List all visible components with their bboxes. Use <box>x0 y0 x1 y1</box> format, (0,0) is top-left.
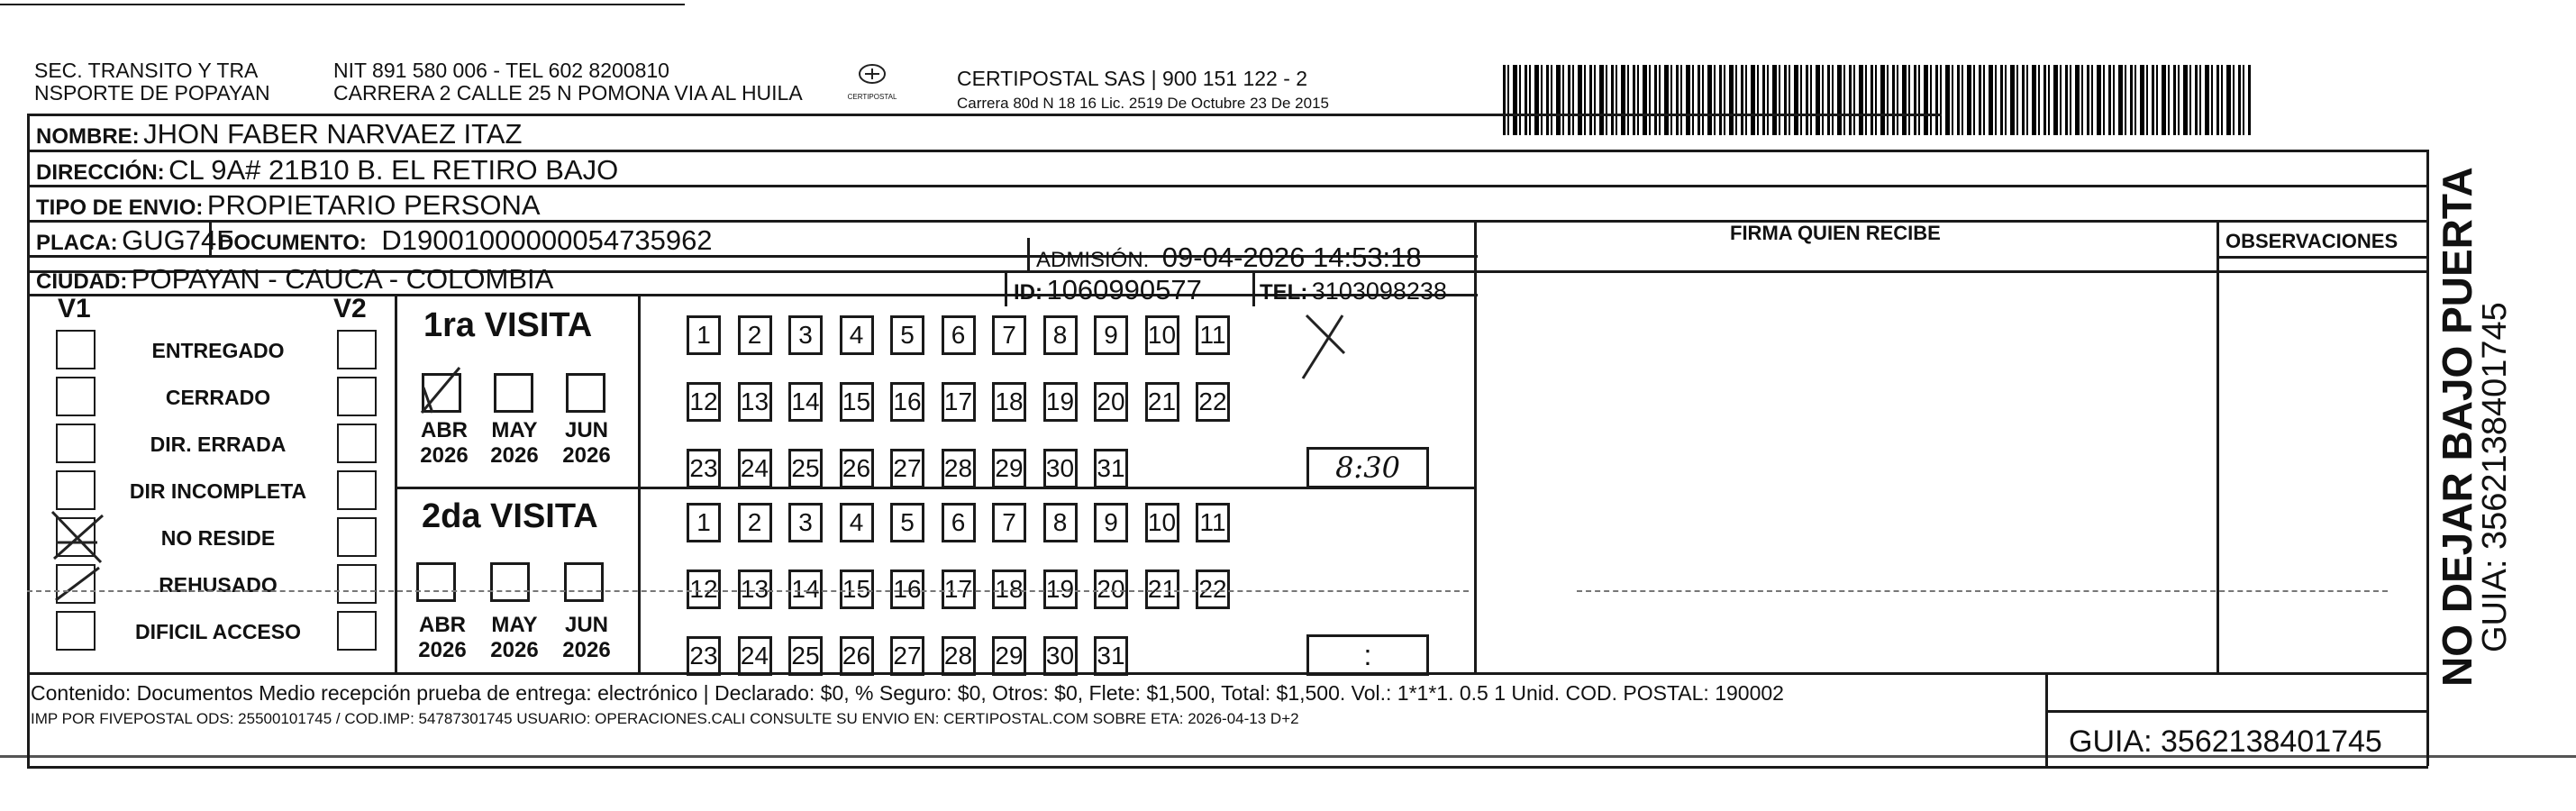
visit2-day-8[interactable]: 8 <box>1043 503 1078 542</box>
visit1-day-25[interactable]: 25 <box>788 449 823 488</box>
company-block <box>957 67 1329 113</box>
visit1-day-3[interactable]: 3 <box>788 315 823 355</box>
visit1-title: 1ra VISITA <box>423 306 593 344</box>
admission-divider <box>1027 238 1030 273</box>
sender-block <box>34 59 270 105</box>
visit1-day-5[interactable]: 5 <box>890 315 924 355</box>
row-line-8 <box>27 672 2428 675</box>
v1-label: V1 <box>58 294 91 323</box>
city-label: CIUDAD: <box>36 269 128 294</box>
visit2-day-14[interactable]: 14 <box>788 570 823 609</box>
visit2-day-18[interactable]: 18 <box>992 570 1026 609</box>
content-line: Contenido: Documentos Medio recepción prueba de entrega: electrónico | Declarado: $0, % Seguro: $0, Otros: $0, Flete: $1,500, Total: $1,500. Vol.: 1*1*1. 0.5 1 Unid. COD. POSTAL: 190002 <box>31 681 1784 705</box>
v1-check-dir-incompleta[interactable] <box>56 470 96 510</box>
admission-value: 09-04-2026 14:53:18 <box>1161 241 1422 273</box>
v2-check-dir-incompleta[interactable] <box>337 470 377 510</box>
visit1-day-6[interactable]: 6 <box>942 315 976 355</box>
reason-entregado: ENTREGADO <box>151 339 285 362</box>
visit2-day-27[interactable]: 27 <box>890 636 924 676</box>
id-row <box>1014 274 1202 306</box>
signature-header: FIRMA QUIEN RECIBE <box>1730 222 1941 244</box>
sender-line-1: SEC. TRANSITO Y TRA <box>34 59 259 82</box>
sender-line-2: NSPORTE DE POPAYAN <box>34 81 270 105</box>
v1-check-dificil-acceso[interactable] <box>56 611 96 651</box>
v2-check-dir-errada[interactable] <box>337 424 377 463</box>
visit1-day-17[interactable]: 17 <box>942 382 976 422</box>
v2-label: V2 <box>333 294 367 323</box>
visit1-month-box-may[interactable] <box>494 373 533 413</box>
visit1-day-15[interactable]: 15 <box>840 382 874 422</box>
no-dejar-bajo-puerta: NO DEJAR BAJO PUERTA <box>2434 167 2480 687</box>
visit1-day-13[interactable]: 13 <box>738 382 772 422</box>
visit2-month-box-may[interactable] <box>490 562 530 602</box>
visit2-day-30[interactable]: 30 <box>1043 636 1078 676</box>
address-label: DIRECCIÓN: <box>36 160 165 185</box>
visit2-day-26[interactable]: 26 <box>840 636 874 676</box>
v1-check-dir-errada[interactable] <box>56 424 96 463</box>
visit2-day-17[interactable]: 17 <box>942 570 976 609</box>
visit2-day-10[interactable]: 10 <box>1145 503 1179 542</box>
visit1-day-11[interactable]: 11 <box>1196 315 1230 355</box>
reason-no-reside: NO RESIDE <box>160 526 276 550</box>
visit2-day-29[interactable]: 29 <box>992 636 1026 676</box>
visit2-day-9[interactable]: 9 <box>1094 503 1128 542</box>
document-value: D19001000000054735962 <box>381 224 713 256</box>
barcode <box>1503 65 2251 135</box>
visit1-day-21[interactable]: 21 <box>1145 382 1179 422</box>
visit2-day-23[interactable]: 23 <box>687 636 721 676</box>
visit2-day-19[interactable]: 19 <box>1043 570 1078 609</box>
visit1-month-may: MAY 2026 <box>490 418 539 468</box>
name-value: JHON FABER NARVAEZ ITAZ <box>143 118 523 150</box>
visit1-time-value: 8:30 <box>1335 451 1400 485</box>
visit2-time-box[interactable] <box>1306 634 1429 676</box>
admission-label: ADMISIÓN: <box>1036 248 1150 272</box>
side-guia: GUIA: 3562138401745 <box>2476 302 2514 652</box>
visit1-day-20[interactable]: 20 <box>1094 382 1128 422</box>
obs-divider <box>2216 220 2219 672</box>
visit1-day-7[interactable]: 7 <box>992 315 1026 355</box>
visit-divider <box>638 294 641 672</box>
row-line-1 <box>27 114 1942 116</box>
address-value: CL 9A# 21B10 B. EL RETIRO BAJO <box>168 154 619 186</box>
visit2-day-22[interactable]: 22 <box>1196 570 1230 609</box>
nit-line: NIT 891 580 006 - TEL 602 8200810 <box>333 59 669 82</box>
type-value: PROPIETARIO PERSONA <box>206 189 541 221</box>
v2-check-dificil-acceso[interactable] <box>337 611 377 651</box>
v2-check-cerrado[interactable] <box>337 377 377 416</box>
guia-divider <box>2045 672 2048 766</box>
name-label: NOMBRE: <box>36 124 140 149</box>
tel-value: 3103098238 <box>1311 278 1447 305</box>
visit1-day-28[interactable]: 28 <box>942 449 976 488</box>
tel-row <box>1260 278 1447 305</box>
company-line-1: CERTIPOSTAL SAS | 900 151 122 - 2 <box>957 67 1308 90</box>
visit1-month-abr: ABR 2026 <box>420 418 469 468</box>
id-label: ID: <box>1014 280 1042 305</box>
visit2-month-may: MAY 2026 <box>490 613 539 662</box>
visit2-day-25[interactable]: 25 <box>788 636 823 676</box>
plate-value: GUG74F <box>122 224 234 256</box>
visit2-day-12[interactable]: 12 <box>687 570 721 609</box>
type-row <box>36 189 541 222</box>
id-divider <box>1005 270 1007 306</box>
tel-label: TEL: <box>1260 280 1308 305</box>
signature-header-line <box>2216 256 2428 259</box>
visit2-day-4[interactable]: 4 <box>840 503 874 542</box>
city-row <box>36 263 553 296</box>
visit1-month-jun: JUN 2026 <box>562 418 611 468</box>
visit2-day-3[interactable]: 3 <box>788 503 823 542</box>
visit1-day-16[interactable]: 16 <box>890 382 924 422</box>
reason-dir-incompleta: DIR INCOMPLETA <box>129 479 307 503</box>
visit1-day-12[interactable]: 12 <box>687 382 721 422</box>
visit2-day-5[interactable]: 5 <box>890 503 924 542</box>
name-row <box>36 118 522 150</box>
right-border <box>2426 150 2429 766</box>
visit2-day-6[interactable]: 6 <box>942 503 976 542</box>
v2-check-no-reside[interactable] <box>337 517 377 557</box>
visit1-day-8[interactable]: 8 <box>1043 315 1078 355</box>
visit2-day-11[interactable]: 11 <box>1196 503 1230 542</box>
tel-divider <box>1252 270 1255 306</box>
visit2-day-20[interactable]: 20 <box>1094 570 1128 609</box>
document-row <box>218 224 713 257</box>
imp-line: IMP POR FIVEPOSTAL ODS: 25500101745 / COD.IMP: 54787301745 USUARIO: OPERACIONES.CALI CONSULTE SU ENVIO EN: CERTIPOSTAL.COM SOBRE ETA: 2026-04-13 D+2 <box>31 710 1299 727</box>
reason-cerrado: CERRADO <box>165 386 271 409</box>
visit2-month-abr: ABR 2026 <box>418 613 467 662</box>
observations-header: OBSERVACIONES <box>2226 230 2399 252</box>
visit1-day-14[interactable]: 14 <box>788 382 823 422</box>
visit1-day-22[interactable]: 22 <box>1196 382 1230 422</box>
rehusado-mark <box>47 555 110 609</box>
visit1-day-27[interactable]: 27 <box>890 449 924 488</box>
visit1-day-19[interactable]: 19 <box>1043 382 1078 422</box>
top-edge-line <box>0 4 685 5</box>
logo-text: CERTIPOSTAL <box>847 93 897 101</box>
row-line-10 <box>27 766 2428 769</box>
visit1-day-26[interactable]: 26 <box>840 449 874 488</box>
stray-dash-1 <box>27 590 1469 592</box>
plate-label: PLACA: <box>36 231 118 255</box>
visit2-day-28[interactable]: 28 <box>942 636 976 676</box>
visit2-day-31[interactable]: 31 <box>1094 636 1128 676</box>
plate-row <box>36 224 233 257</box>
nit-block <box>333 59 803 105</box>
address-row <box>36 154 618 187</box>
visit2-day-21[interactable]: 21 <box>1145 570 1179 609</box>
v1-check-entregado[interactable] <box>56 330 96 369</box>
visit1-time-box[interactable] <box>1306 447 1429 488</box>
visit1-day-30[interactable]: 30 <box>1043 449 1078 488</box>
visit1-day-2[interactable]: 2 <box>738 315 772 355</box>
visit2-day-1[interactable]: 1 <box>687 503 721 542</box>
v2-check-rehusado[interactable] <box>337 564 377 604</box>
v2-check-entregado[interactable] <box>337 330 377 369</box>
visit1-day-31[interactable]: 31 <box>1094 449 1128 488</box>
reasons-divider <box>395 294 397 672</box>
visit2-title: 2da VISITA <box>422 497 598 535</box>
visit2-day-13[interactable]: 13 <box>738 570 772 609</box>
visit1-month-box-jun[interactable] <box>566 373 605 413</box>
address-line: CARRERA 2 CALLE 25 N POMONA VIA AL HUILA <box>333 81 803 105</box>
visit1-day-1[interactable]: 1 <box>687 315 721 355</box>
visit2-day-24[interactable]: 24 <box>738 636 772 676</box>
city-value: POPAYAN - CAUCA - COLOMBIA <box>131 263 554 295</box>
stray-dash-2 <box>1577 590 2388 592</box>
company-line-2: Carrera 80d N 18 16 Lic. 2519 De Octubre 23 De 2015 <box>957 95 1329 112</box>
visit2-time-value: : <box>1363 639 1372 671</box>
day10-mark <box>1297 306 1361 387</box>
visit1-day-23[interactable]: 23 <box>687 449 721 488</box>
document-label: DOCUMENTO: <box>218 231 367 255</box>
visit1-day-10[interactable]: 10 <box>1145 315 1179 355</box>
certipostal-logo <box>845 63 899 106</box>
visit1-day-9[interactable]: 9 <box>1094 315 1128 355</box>
visit2-day-15[interactable]: 15 <box>840 570 874 609</box>
visit2-day-2[interactable]: 2 <box>738 503 772 542</box>
visit2-month-box-abr[interactable] <box>416 562 456 602</box>
admission-row <box>1036 241 1422 274</box>
visit2-day-7[interactable]: 7 <box>992 503 1026 542</box>
reason-dificil-acceso: DIFICIL ACCESO <box>134 620 301 643</box>
visit1-day-4[interactable]: 4 <box>840 315 874 355</box>
visit1-day-24[interactable]: 24 <box>738 449 772 488</box>
type-label: TIPO DE ENVIO: <box>36 196 204 220</box>
form-divider <box>1474 220 1477 672</box>
visit1-day-29[interactable]: 29 <box>992 449 1026 488</box>
visit1-day-18[interactable]: 18 <box>992 382 1026 422</box>
row-line-9 <box>2045 710 2428 713</box>
reason-rehusado: REHUSADO <box>159 573 278 597</box>
reason-dir-errada: DIR. ERRADA <box>150 433 287 456</box>
visit2-month-box-jun[interactable] <box>564 562 604 602</box>
logo-icon <box>856 63 888 88</box>
v1-check-cerrado[interactable] <box>56 377 96 416</box>
left-border <box>27 114 30 766</box>
visit2-day-16[interactable]: 16 <box>890 570 924 609</box>
guia-box: GUIA: 3562138401745 <box>2069 724 2382 759</box>
visit1-abr-mark <box>414 360 478 424</box>
id-value: 1060990577 <box>1046 274 1202 305</box>
visit2-month-jun: JUN 2026 <box>562 613 611 662</box>
